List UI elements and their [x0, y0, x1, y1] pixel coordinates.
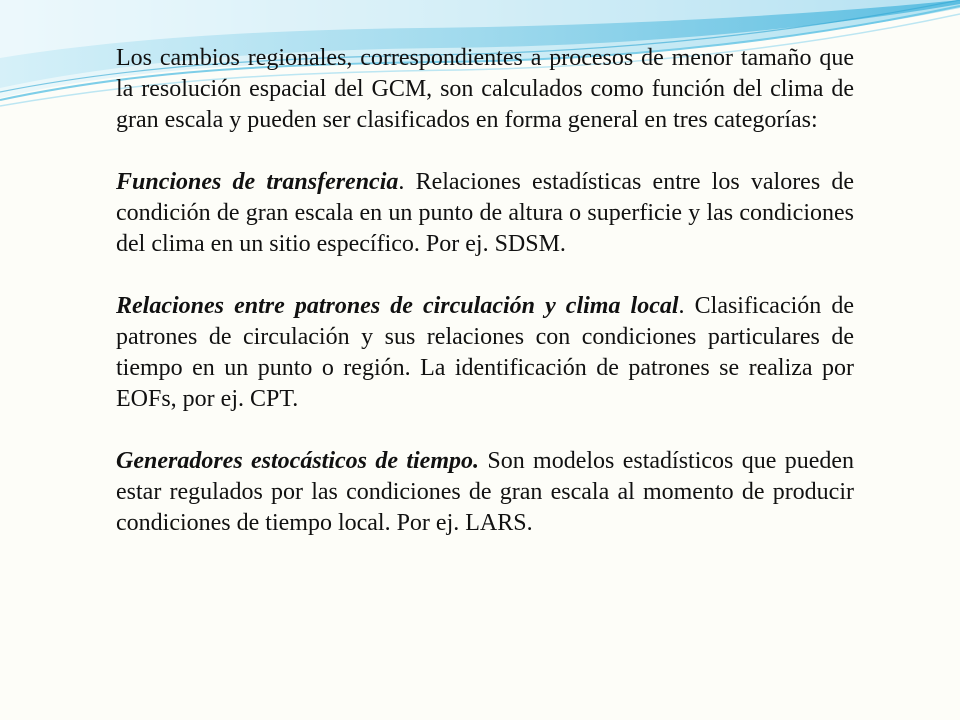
category-description: Relaciones estadísticas entre los valores de condición de gran escala en un punto de altura o superficie y las condiciones del clima en un sitio específico. Por ej. SDSM.: [116, 169, 855, 257]
category-description: Clasificación de patrones de circulación y sus relaciones con condiciones particulares de tiempo en un punto o región. La identificación de patrones se realiza por EOFs, por ej. CPT.: [116, 293, 854, 412]
category-description: Son modelos estadísticos que pueden estar regulados por las condiciones de gran escala al momento de producir condiciones de tiempo local. Por ej. LARS.: [116, 448, 855, 536]
intro-paragraph: Los cambios regionales, correspondientes a procesos de menor tamaño que la resolución espacial del GCM, son calculados como función del clima de gran escala y pueden ser clasificados en forma general en tres categorías:: [116, 45, 854, 133]
category-term: Funciones de transferencia: [116, 169, 399, 195]
category-circulation-patterns: [116, 291, 854, 415]
category-transfer-functions: [116, 167, 854, 260]
category-weather-generators: [116, 446, 854, 539]
category-separator: .: [398, 169, 416, 195]
category-term: Relaciones entre patrones de circulación y clima local: [116, 293, 679, 319]
category-separator: .: [678, 293, 695, 319]
category-term: Generadores estocásticos de tiempo.: [116, 448, 479, 474]
slide-body: [116, 43, 854, 570]
